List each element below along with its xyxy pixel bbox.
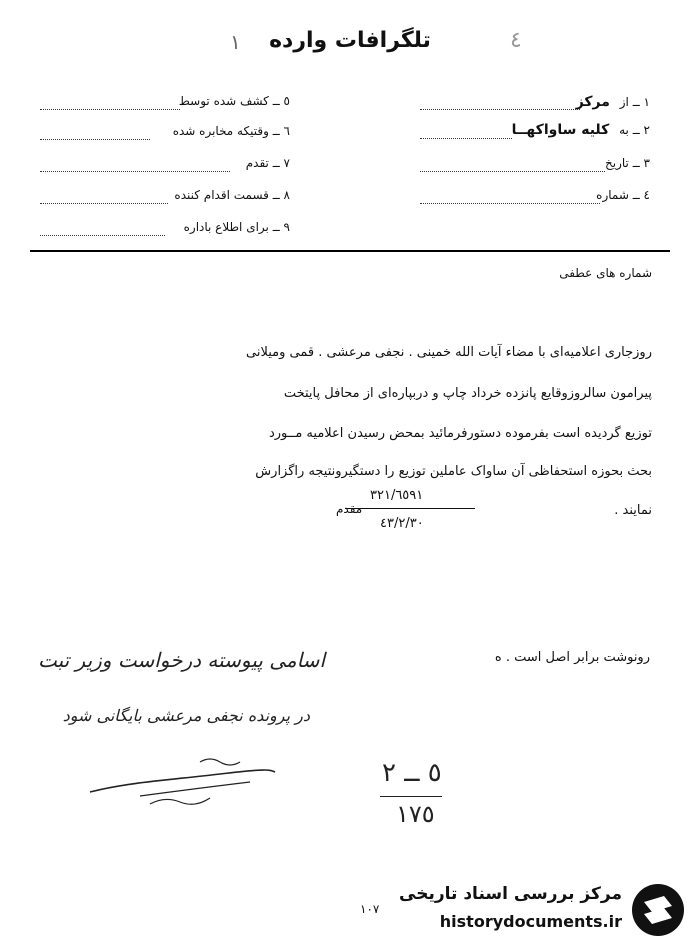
field-transmitted-label: ٦ ــ وقتیکه مخابره شده <box>172 124 290 138</box>
field-date-label: ٣ ــ تاریخ <box>605 156 650 170</box>
reference-rule <box>345 508 475 509</box>
field-from-label: ١ ــ از <box>619 95 650 109</box>
archive-org-name: مرکز بررسی اسناد تاریخی <box>399 884 622 904</box>
field-for-info <box>184 220 290 234</box>
field-priority-label: ٧ ــ تقدم <box>245 156 290 170</box>
field-transmitted <box>173 124 290 138</box>
file-code-bottom: ١٧٥ <box>396 800 435 828</box>
body-line-2: پیرامون سالروزوقایع پانزده خرداد چاپ و دربپاره‌ای از محافل پایتخت <box>283 386 652 401</box>
field-action-dept <box>174 188 290 202</box>
field-action-dept-dots <box>40 202 168 204</box>
document-title: تلگرافات وارده <box>269 28 431 53</box>
archive-emblem-icon <box>630 882 686 938</box>
file-code-top: ٥ ــ ٢ <box>382 758 442 788</box>
signer-name: مقدم <box>336 502 363 516</box>
field-transmitted-dots <box>40 138 150 140</box>
field-to <box>512 122 650 138</box>
corner-mark-right: ١ <box>230 30 241 54</box>
field-action-dept-label: ٨ ــ قسمت اقدام کننده <box>174 188 290 202</box>
reference-number: ٣٢١/٦٥٩١ <box>370 488 424 503</box>
field-from-value: مرکز <box>575 94 610 110</box>
field-from <box>576 94 650 110</box>
file-code-rule <box>380 796 442 797</box>
header-divider <box>30 250 670 252</box>
closing-label: نمایند . <box>614 503 652 518</box>
handwritten-signature <box>80 752 280 812</box>
field-number-dots <box>420 202 600 204</box>
field-for-info-label: ٩ ــ برای اطلاع باداره <box>183 220 290 234</box>
field-priority <box>246 156 290 170</box>
certified-copy-note: رونوشت برابر اصل است . ه <box>494 650 650 665</box>
handwritten-note-1: اسامی پیوسته درخواست وزیر تبت <box>37 648 325 672</box>
field-number <box>596 188 650 202</box>
field-to-label: ٢ ــ به <box>619 123 650 137</box>
field-number-label: ٤ ــ شماره <box>596 188 650 202</box>
body-line-1: روزجاری اعلامیه‌ای با مضاء آیات الله خمینی . نجفی مرعشی . قمی ومیلانی <box>246 345 652 360</box>
field-to-value: کلیه ساواکهــا <box>511 122 610 138</box>
corner-mark-left: ٤ <box>510 28 522 53</box>
field-for-info-dots <box>40 234 165 236</box>
body-line-3: توزیع گردیده است بفرموده دستورفرمائید بمحض رسیدن اعلامیه مــورد <box>268 426 652 441</box>
field-decoded-by-label: ٥ ــ کشف شده توسط <box>178 94 290 108</box>
field-decoded-by-dots <box>40 108 180 110</box>
field-date <box>605 156 650 170</box>
page-number: ١٠٧ <box>360 902 380 916</box>
reference-date: ٤٣/٢/٣٠ <box>380 516 424 531</box>
field-date-dots <box>420 170 605 172</box>
archive-logo <box>360 880 692 942</box>
field-from-dots <box>420 108 580 110</box>
archive-website: historydocuments.ir <box>439 912 622 931</box>
reference-numbers-label: شماره های عطفی <box>559 266 652 280</box>
field-to-dots <box>420 137 512 139</box>
field-decoded-by <box>179 94 290 108</box>
body-line-4: بحث بحوزه استحفاظی آن ساواک عاملین توزیع را دستگیرونتیجه راگزارش <box>255 464 652 479</box>
handwritten-note-2: در پرونده نجفی مرعشی بایگانی شود <box>62 706 310 725</box>
field-priority-dots <box>40 170 230 172</box>
